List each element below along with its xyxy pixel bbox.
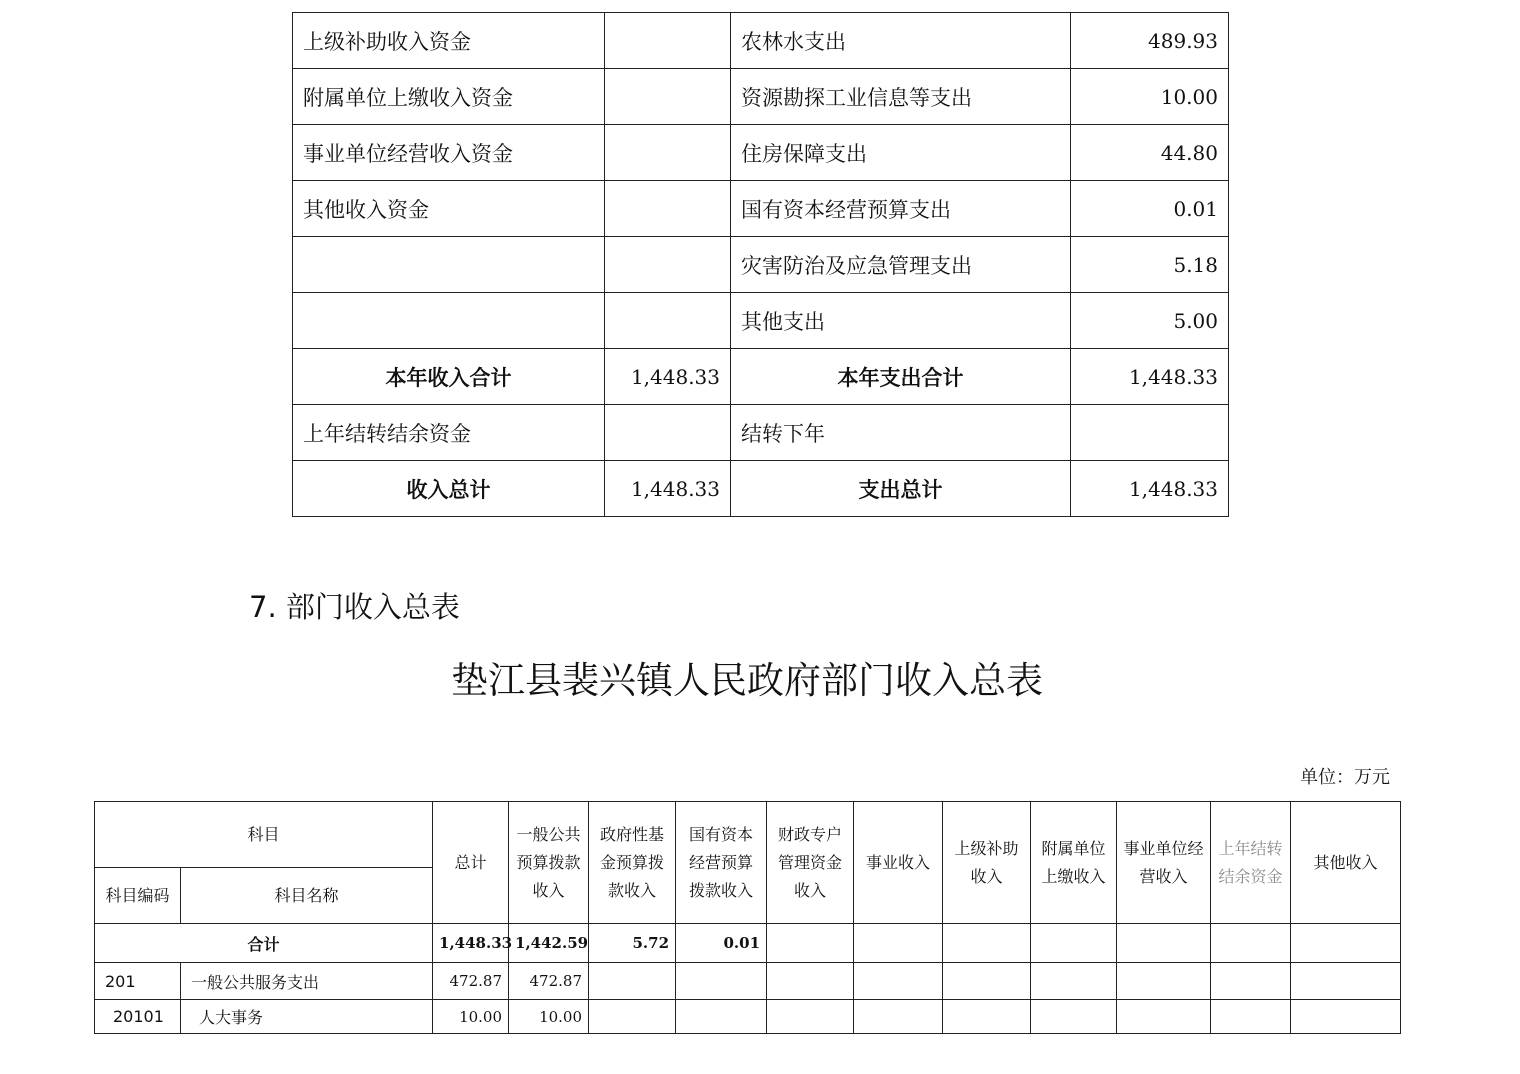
header-unit-operation: 事业单位经营收入: [1117, 802, 1211, 924]
row-total: 10.00: [433, 1000, 509, 1034]
empty-cell: [943, 924, 1031, 963]
empty-cell: [943, 1000, 1031, 1034]
empty-cell: [1211, 1000, 1291, 1034]
header-superior-subsidy: 上级补助收入: [943, 802, 1031, 924]
header-subject: 科目: [95, 802, 433, 868]
empty-cell: [767, 963, 854, 1000]
table-row: [293, 181, 1229, 237]
empty-cell: [854, 963, 943, 1000]
expense-label: 住房保障支出: [731, 125, 1071, 181]
header-general-budget: 一般公共预算拨款收入: [509, 802, 589, 924]
empty-cell: [1031, 1000, 1117, 1034]
empty-cell: [589, 1000, 676, 1034]
expense-value: 5.18: [1071, 237, 1229, 293]
total-label: 合计: [95, 924, 433, 963]
total-row: [95, 924, 1401, 963]
expense-label: 灾害防治及应急管理支出: [731, 237, 1071, 293]
expense-label: 资源勘探工业信息等支出: [731, 69, 1071, 125]
table-row: [95, 1000, 1401, 1034]
row-general-budget: 472.87: [509, 963, 589, 1000]
income-subtotal-label: 本年收入合计: [293, 349, 605, 405]
unit-label: 单位：万元: [1300, 767, 1390, 788]
header-fiscal-special: 财政专户管理资金收入: [767, 802, 854, 924]
empty-cell: [1291, 924, 1401, 963]
total-value: 1,448.33: [433, 924, 509, 963]
table-row: [293, 405, 1229, 461]
income-value: [605, 181, 731, 237]
total-general-budget: 1,442.59: [509, 924, 589, 963]
income-value: [605, 405, 731, 461]
expense-value: 489.93: [1071, 13, 1229, 69]
expense-label: 国有资本经营预算支出: [731, 181, 1071, 237]
income-label: [293, 293, 605, 349]
income-value: [605, 13, 731, 69]
header-subject-name: 科目名称: [181, 868, 433, 924]
grand-total-row: [293, 461, 1229, 517]
empty-cell: [676, 1000, 767, 1034]
header-gov-fund: 政府性基金预算拨款收入: [589, 802, 676, 924]
table-row: [293, 13, 1229, 69]
page-title: 垫江县裴兴镇人民政府部门收入总表: [451, 659, 1043, 702]
total-gov-fund: 5.72: [589, 924, 676, 963]
subject-name: 人大事务: [181, 1000, 433, 1034]
expense-value: 0.01: [1071, 181, 1229, 237]
income-label: 其他收入资金: [293, 181, 605, 237]
empty-cell: [1117, 1000, 1211, 1034]
subtotal-row: [293, 349, 1229, 405]
expense-total-value: 1,448.33: [1071, 461, 1229, 517]
empty-cell: [1291, 963, 1401, 1000]
empty-cell: [1211, 924, 1291, 963]
subject-code: 201: [95, 963, 181, 1000]
table-row: [293, 293, 1229, 349]
income-total-value: 1,448.33: [605, 461, 731, 517]
expense-subtotal-value: 1,448.33: [1071, 349, 1229, 405]
empty-cell: [1031, 924, 1117, 963]
income-label: 事业单位经营收入资金: [293, 125, 605, 181]
empty-cell: [1117, 924, 1211, 963]
empty-cell: [767, 1000, 854, 1034]
empty-cell: [1291, 1000, 1401, 1034]
expense-value: [1071, 405, 1229, 461]
empty-cell: [767, 924, 854, 963]
income-label: 上年结转结余资金: [293, 405, 605, 461]
income-label: [293, 237, 605, 293]
table-row: [293, 237, 1229, 293]
expense-label: 农林水支出: [731, 13, 1071, 69]
income-value: [605, 237, 731, 293]
empty-cell: [589, 963, 676, 1000]
header-total: 总计: [433, 802, 509, 924]
empty-cell: [1117, 963, 1211, 1000]
header-other-income: 其他收入: [1291, 802, 1401, 924]
header-subject-code: 科目编码: [95, 868, 181, 924]
table-row: [293, 125, 1229, 181]
expense-label: 其他支出: [731, 293, 1071, 349]
income-label: 附属单位上缴收入资金: [293, 69, 605, 125]
expense-label: 结转下年: [731, 405, 1071, 461]
subject-code: 20101: [95, 1000, 181, 1034]
expense-value: 5.00: [1071, 293, 1229, 349]
row-general-budget: 10.00: [509, 1000, 589, 1034]
expense-value: 10.00: [1071, 69, 1229, 125]
header-carryover: 上年结转结余资金: [1211, 802, 1291, 924]
header-state-capital: 国有资本经营预算拨款收入: [676, 802, 767, 924]
expense-total-label: 支出总计: [731, 461, 1071, 517]
income-value: [605, 293, 731, 349]
expense-value: 44.80: [1071, 125, 1229, 181]
income-value: [605, 125, 731, 181]
row-total: 472.87: [433, 963, 509, 1000]
empty-cell: [676, 963, 767, 1000]
table-row: [293, 69, 1229, 125]
header-business-income: 事业收入: [854, 802, 943, 924]
empty-cell: [1031, 963, 1117, 1000]
income-value: [605, 69, 731, 125]
empty-cell: [854, 1000, 943, 1034]
total-state-capital: 0.01: [676, 924, 767, 963]
income-total-label: 收入总计: [293, 461, 605, 517]
table-row: [95, 963, 1401, 1000]
income-subtotal-value: 1,448.33: [605, 349, 731, 405]
income-table: [94, 801, 1401, 1034]
section-title: 7. 部门收入总表: [249, 590, 460, 624]
empty-cell: [1211, 963, 1291, 1000]
income-label: 上级补助收入资金: [293, 13, 605, 69]
empty-cell: [943, 963, 1031, 1000]
header-affiliated-units: 附属单位上缴收入: [1031, 802, 1117, 924]
empty-cell: [854, 924, 943, 963]
expense-subtotal-label: 本年支出合计: [731, 349, 1071, 405]
budget-table: [292, 12, 1229, 517]
subject-name: 一般公共服务支出: [181, 963, 433, 1000]
